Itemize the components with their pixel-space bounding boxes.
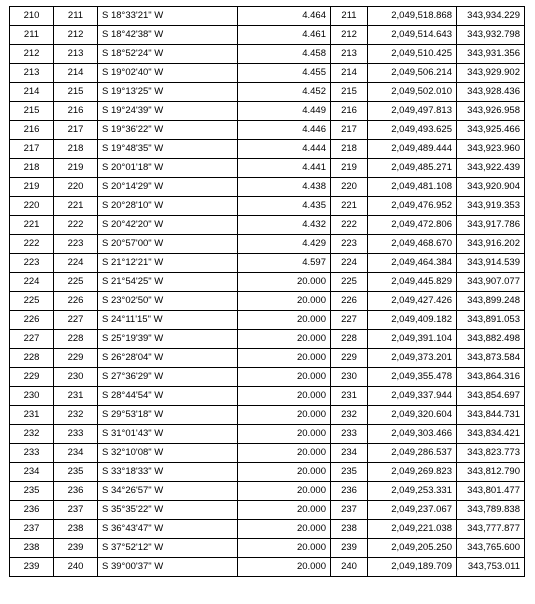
bearing-cell: S 20°42'20" W xyxy=(98,216,238,235)
table-row xyxy=(10,102,525,121)
table-row xyxy=(10,539,525,558)
to-station-cell: 224 xyxy=(54,254,98,273)
point-cell: 227 xyxy=(331,311,368,330)
bearing-cell: S 19°24'39" W xyxy=(98,102,238,121)
distance-cell: 4.429 xyxy=(238,235,331,254)
table-row xyxy=(10,216,525,235)
bearing-cell: S 32°10'08" W xyxy=(98,444,238,463)
northing-cell: 2,049,514.643 xyxy=(368,26,457,45)
northing-cell: 2,049,373.201 xyxy=(368,349,457,368)
table-row xyxy=(10,140,525,159)
distance-cell: 4.441 xyxy=(238,159,331,178)
distance-cell: 4.444 xyxy=(238,140,331,159)
from-station-cell: 212 xyxy=(10,45,54,64)
to-station-cell: 212 xyxy=(54,26,98,45)
bearing-cell: S 18°33'21" W xyxy=(98,7,238,26)
bearing-cell: S 18°52'24" W xyxy=(98,45,238,64)
to-station-cell: 240 xyxy=(54,558,98,577)
to-station-cell: 233 xyxy=(54,425,98,444)
from-station-cell: 230 xyxy=(10,387,54,406)
from-station-cell: 239 xyxy=(10,558,54,577)
bearing-cell: S 25°19'39" W xyxy=(98,330,238,349)
from-station-cell: 218 xyxy=(10,159,54,178)
to-station-cell: 237 xyxy=(54,501,98,520)
point-cell: 224 xyxy=(331,254,368,273)
bearing-cell: S 18°42'38" W xyxy=(98,26,238,45)
bearing-cell: S 19°02'40" W xyxy=(98,64,238,83)
table-row xyxy=(10,311,525,330)
survey-sheet xyxy=(9,6,524,577)
northing-cell: 2,049,237.067 xyxy=(368,501,457,520)
from-station-cell: 213 xyxy=(10,64,54,83)
northing-cell: 2,049,253.331 xyxy=(368,482,457,501)
from-station-cell: 221 xyxy=(10,216,54,235)
distance-cell: 4.464 xyxy=(238,7,331,26)
table-row xyxy=(10,7,525,26)
point-cell: 236 xyxy=(331,482,368,501)
northing-cell: 2,049,286.537 xyxy=(368,444,457,463)
to-station-cell: 221 xyxy=(54,197,98,216)
bearing-cell: S 27°36'29" W xyxy=(98,368,238,387)
to-station-cell: 234 xyxy=(54,444,98,463)
to-station-cell: 228 xyxy=(54,330,98,349)
northing-cell: 2,049,468.670 xyxy=(368,235,457,254)
from-station-cell: 217 xyxy=(10,140,54,159)
point-cell: 217 xyxy=(331,121,368,140)
from-station-cell: 225 xyxy=(10,292,54,311)
to-station-cell: 218 xyxy=(54,140,98,159)
distance-cell: 4.446 xyxy=(238,121,331,140)
distance-cell: 20.000 xyxy=(238,463,331,482)
distance-cell: 4.435 xyxy=(238,197,331,216)
easting-cell: 343,899.248 xyxy=(457,292,525,311)
northing-cell: 2,049,518.868 xyxy=(368,7,457,26)
point-cell: 215 xyxy=(331,83,368,102)
to-station-cell: 216 xyxy=(54,102,98,121)
northing-cell: 2,049,445.829 xyxy=(368,273,457,292)
table-row xyxy=(10,26,525,45)
northing-cell: 2,049,409.182 xyxy=(368,311,457,330)
easting-cell: 343,801.477 xyxy=(457,482,525,501)
easting-cell: 343,882.498 xyxy=(457,330,525,349)
to-station-cell: 217 xyxy=(54,121,98,140)
easting-cell: 343,925.466 xyxy=(457,121,525,140)
northing-cell: 2,049,464.384 xyxy=(368,254,457,273)
northing-cell: 2,049,476.952 xyxy=(368,197,457,216)
bearing-cell: S 20°57'00" W xyxy=(98,235,238,254)
to-station-cell: 214 xyxy=(54,64,98,83)
easting-cell: 343,834.421 xyxy=(457,425,525,444)
distance-cell: 20.000 xyxy=(238,349,331,368)
point-cell: 211 xyxy=(331,7,368,26)
point-cell: 232 xyxy=(331,406,368,425)
northing-cell: 2,049,303.466 xyxy=(368,425,457,444)
table-row xyxy=(10,368,525,387)
easting-cell: 343,934.229 xyxy=(457,7,525,26)
distance-cell: 20.000 xyxy=(238,406,331,425)
table-row xyxy=(10,330,525,349)
northing-cell: 2,049,506.214 xyxy=(368,64,457,83)
northing-cell: 2,049,189.709 xyxy=(368,558,457,577)
point-cell: 239 xyxy=(331,539,368,558)
distance-cell: 20.000 xyxy=(238,368,331,387)
from-station-cell: 211 xyxy=(10,26,54,45)
from-station-cell: 222 xyxy=(10,235,54,254)
northing-cell: 2,049,502.010 xyxy=(368,83,457,102)
table-row xyxy=(10,349,525,368)
point-cell: 230 xyxy=(331,368,368,387)
distance-cell: 20.000 xyxy=(238,387,331,406)
easting-cell: 343,891.053 xyxy=(457,311,525,330)
point-cell: 240 xyxy=(331,558,368,577)
distance-cell: 20.000 xyxy=(238,444,331,463)
table-row xyxy=(10,558,525,577)
easting-cell: 343,920.904 xyxy=(457,178,525,197)
to-station-cell: 223 xyxy=(54,235,98,254)
distance-cell: 20.000 xyxy=(238,501,331,520)
point-cell: 219 xyxy=(331,159,368,178)
from-station-cell: 227 xyxy=(10,330,54,349)
from-station-cell: 215 xyxy=(10,102,54,121)
northing-cell: 2,049,481.108 xyxy=(368,178,457,197)
point-cell: 229 xyxy=(331,349,368,368)
to-station-cell: 232 xyxy=(54,406,98,425)
point-cell: 222 xyxy=(331,216,368,235)
to-station-cell: 235 xyxy=(54,463,98,482)
bearing-cell: S 21°54'25" W xyxy=(98,273,238,292)
easting-cell: 343,917.786 xyxy=(457,216,525,235)
table-row xyxy=(10,121,525,140)
table-row xyxy=(10,444,525,463)
point-cell: 238 xyxy=(331,520,368,539)
point-cell: 223 xyxy=(331,235,368,254)
from-station-cell: 220 xyxy=(10,197,54,216)
from-station-cell: 236 xyxy=(10,501,54,520)
distance-cell: 4.438 xyxy=(238,178,331,197)
bearing-cell: S 29°53'18" W xyxy=(98,406,238,425)
easting-cell: 343,928.436 xyxy=(457,83,525,102)
bearing-cell: S 37°52'12" W xyxy=(98,539,238,558)
easting-cell: 343,777.877 xyxy=(457,520,525,539)
bearing-cell: S 26°28'04" W xyxy=(98,349,238,368)
table-row xyxy=(10,159,525,178)
easting-cell: 343,922.439 xyxy=(457,159,525,178)
to-station-cell: 222 xyxy=(54,216,98,235)
to-station-cell: 230 xyxy=(54,368,98,387)
to-station-cell: 213 xyxy=(54,45,98,64)
bearing-cell: S 23°02'50" W xyxy=(98,292,238,311)
easting-cell: 343,812.790 xyxy=(457,463,525,482)
point-cell: 228 xyxy=(331,330,368,349)
table-row xyxy=(10,387,525,406)
bearing-cell: S 19°48'35" W xyxy=(98,140,238,159)
from-station-cell: 232 xyxy=(10,425,54,444)
bearing-cell: S 20°14'29" W xyxy=(98,178,238,197)
table-row xyxy=(10,45,525,64)
to-station-cell: 238 xyxy=(54,520,98,539)
to-station-cell: 226 xyxy=(54,292,98,311)
point-cell: 216 xyxy=(331,102,368,121)
table-row xyxy=(10,463,525,482)
distance-cell: 4.458 xyxy=(238,45,331,64)
to-station-cell: 227 xyxy=(54,311,98,330)
to-station-cell: 236 xyxy=(54,482,98,501)
table-row xyxy=(10,482,525,501)
from-station-cell: 223 xyxy=(10,254,54,273)
point-cell: 221 xyxy=(331,197,368,216)
distance-cell: 20.000 xyxy=(238,425,331,444)
easting-cell: 343,873.584 xyxy=(457,349,525,368)
bearing-cell: S 28°44'54" W xyxy=(98,387,238,406)
from-station-cell: 231 xyxy=(10,406,54,425)
table-row xyxy=(10,64,525,83)
easting-cell: 343,916.202 xyxy=(457,235,525,254)
distance-cell: 4.452 xyxy=(238,83,331,102)
easting-cell: 343,931.356 xyxy=(457,45,525,64)
distance-cell: 20.000 xyxy=(238,292,331,311)
distance-cell: 20.000 xyxy=(238,330,331,349)
point-cell: 213 xyxy=(331,45,368,64)
survey-table-body xyxy=(10,7,525,577)
bearing-cell: S 24°11'15" W xyxy=(98,311,238,330)
point-cell: 225 xyxy=(331,273,368,292)
distance-cell: 4.597 xyxy=(238,254,331,273)
from-station-cell: 226 xyxy=(10,311,54,330)
from-station-cell: 214 xyxy=(10,83,54,102)
to-station-cell: 215 xyxy=(54,83,98,102)
to-station-cell: 211 xyxy=(54,7,98,26)
distance-cell: 4.455 xyxy=(238,64,331,83)
northing-cell: 2,049,497.813 xyxy=(368,102,457,121)
distance-cell: 20.000 xyxy=(238,311,331,330)
northing-cell: 2,049,221.038 xyxy=(368,520,457,539)
easting-cell: 343,914.539 xyxy=(457,254,525,273)
point-cell: 235 xyxy=(331,463,368,482)
easting-cell: 343,864.316 xyxy=(457,368,525,387)
point-cell: 226 xyxy=(331,292,368,311)
distance-cell: 4.449 xyxy=(238,102,331,121)
bearing-cell: S 31°01'43" W xyxy=(98,425,238,444)
table-row xyxy=(10,197,525,216)
easting-cell: 343,923.960 xyxy=(457,140,525,159)
distance-cell: 20.000 xyxy=(238,273,331,292)
table-row xyxy=(10,501,525,520)
bearing-cell: S 39°00'37" W xyxy=(98,558,238,577)
northing-cell: 2,049,320.604 xyxy=(368,406,457,425)
point-cell: 214 xyxy=(331,64,368,83)
to-station-cell: 225 xyxy=(54,273,98,292)
bearing-cell: S 35°35'22" W xyxy=(98,501,238,520)
point-cell: 218 xyxy=(331,140,368,159)
easting-cell: 343,932.798 xyxy=(457,26,525,45)
bearing-cell: S 33°18'33" W xyxy=(98,463,238,482)
from-station-cell: 228 xyxy=(10,349,54,368)
from-station-cell: 210 xyxy=(10,7,54,26)
bearing-cell: S 21°12'21" W xyxy=(98,254,238,273)
northing-cell: 2,049,391.104 xyxy=(368,330,457,349)
from-station-cell: 229 xyxy=(10,368,54,387)
northing-cell: 2,049,427.426 xyxy=(368,292,457,311)
from-station-cell: 237 xyxy=(10,520,54,539)
to-station-cell: 219 xyxy=(54,159,98,178)
distance-cell: 20.000 xyxy=(238,482,331,501)
to-station-cell: 231 xyxy=(54,387,98,406)
table-row xyxy=(10,425,525,444)
easting-cell: 343,765.600 xyxy=(457,539,525,558)
from-station-cell: 216 xyxy=(10,121,54,140)
table-row xyxy=(10,520,525,539)
bearing-cell: S 34°26'57" W xyxy=(98,482,238,501)
table-row xyxy=(10,406,525,425)
easting-cell: 343,789.838 xyxy=(457,501,525,520)
easting-cell: 343,823.773 xyxy=(457,444,525,463)
northing-cell: 2,049,485.271 xyxy=(368,159,457,178)
bearing-cell: S 20°28'10" W xyxy=(98,197,238,216)
northing-cell: 2,049,472.806 xyxy=(368,216,457,235)
point-cell: 220 xyxy=(331,178,368,197)
survey-coordinates-table xyxy=(9,6,525,577)
northing-cell: 2,049,337.944 xyxy=(368,387,457,406)
from-station-cell: 219 xyxy=(10,178,54,197)
from-station-cell: 224 xyxy=(10,273,54,292)
bearing-cell: S 20°01'18" W xyxy=(98,159,238,178)
distance-cell: 4.432 xyxy=(238,216,331,235)
easting-cell: 343,854.697 xyxy=(457,387,525,406)
from-station-cell: 238 xyxy=(10,539,54,558)
to-station-cell: 229 xyxy=(54,349,98,368)
northing-cell: 2,049,493.625 xyxy=(368,121,457,140)
easting-cell: 343,844.731 xyxy=(457,406,525,425)
distance-cell: 20.000 xyxy=(238,539,331,558)
table-row xyxy=(10,83,525,102)
table-row xyxy=(10,254,525,273)
bearing-cell: S 19°13'25" W xyxy=(98,83,238,102)
northing-cell: 2,049,205.250 xyxy=(368,539,457,558)
table-row xyxy=(10,273,525,292)
distance-cell: 20.000 xyxy=(238,558,331,577)
easting-cell: 343,753.011 xyxy=(457,558,525,577)
point-cell: 237 xyxy=(331,501,368,520)
point-cell: 231 xyxy=(331,387,368,406)
table-row xyxy=(10,292,525,311)
distance-cell: 20.000 xyxy=(238,520,331,539)
from-station-cell: 235 xyxy=(10,482,54,501)
distance-cell: 4.461 xyxy=(238,26,331,45)
northing-cell: 2,049,510.425 xyxy=(368,45,457,64)
point-cell: 212 xyxy=(331,26,368,45)
bearing-cell: S 36°43'47" W xyxy=(98,520,238,539)
northing-cell: 2,049,489.444 xyxy=(368,140,457,159)
northing-cell: 2,049,269.823 xyxy=(368,463,457,482)
easting-cell: 343,919.353 xyxy=(457,197,525,216)
from-station-cell: 233 xyxy=(10,444,54,463)
point-cell: 234 xyxy=(331,444,368,463)
table-row xyxy=(10,178,525,197)
point-cell: 233 xyxy=(331,425,368,444)
northing-cell: 2,049,355.478 xyxy=(368,368,457,387)
to-station-cell: 239 xyxy=(54,539,98,558)
easting-cell: 343,926.958 xyxy=(457,102,525,121)
from-station-cell: 234 xyxy=(10,463,54,482)
bearing-cell: S 19°36'22" W xyxy=(98,121,238,140)
to-station-cell: 220 xyxy=(54,178,98,197)
easting-cell: 343,929.902 xyxy=(457,64,525,83)
table-row xyxy=(10,235,525,254)
easting-cell: 343,907.077 xyxy=(457,273,525,292)
